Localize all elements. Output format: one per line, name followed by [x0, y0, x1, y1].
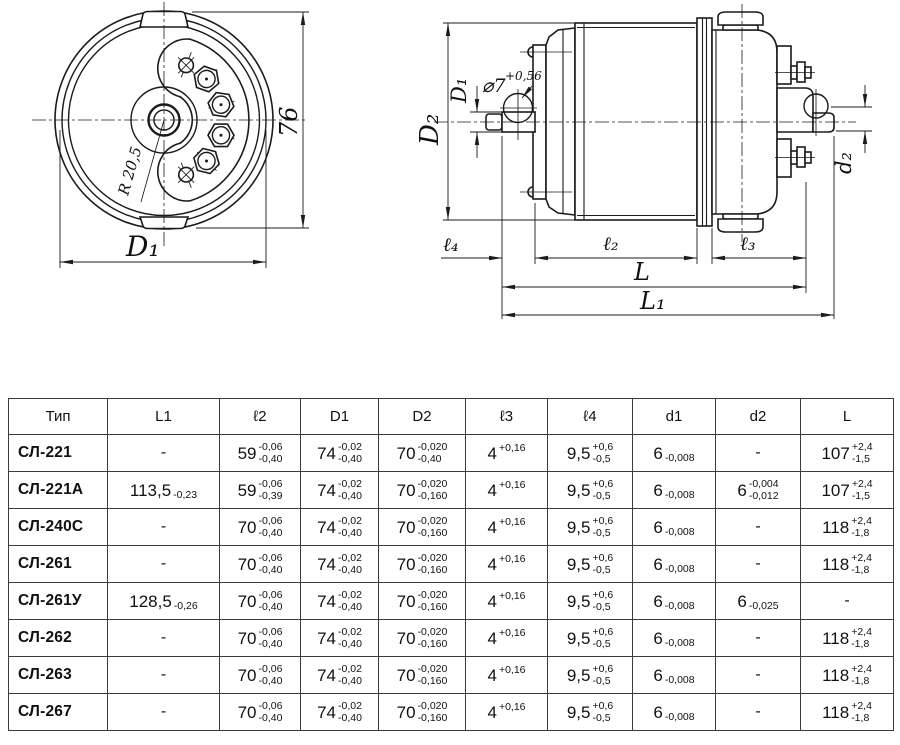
dim-d2-shaft — [831, 85, 872, 174]
table-row — [9, 546, 894, 583]
side-top-tab — [718, 12, 763, 25]
hex-nut — [208, 124, 234, 147]
table-cell: 70 -0,020 -0,160 — [379, 583, 466, 620]
table-cell: - — [108, 509, 220, 546]
table-cell: 70 -0,020 -0,160 — [379, 546, 466, 583]
side-view — [415, 4, 872, 319]
table-cell: 70 -0,06 -0,40 — [220, 546, 301, 583]
table-row — [9, 620, 894, 657]
row-type-label: СЛ-267 — [9, 694, 108, 731]
table-cell: 70 -0,020 -0,160 — [379, 472, 466, 509]
table-cell: 70 -0,06 -0,40 — [220, 620, 301, 657]
table-cell: 9,5 +0,6 -0,5 — [548, 509, 633, 546]
table-cell: - — [108, 435, 220, 472]
row-type-label: СЛ-261У — [9, 583, 108, 620]
table-cell: - — [716, 694, 801, 731]
table-row — [9, 583, 894, 620]
table-cell: 118 +2,4 -1,8 — [801, 694, 894, 731]
table-header-row — [9, 399, 894, 435]
table-cell: 70 -0,020 -0,160 — [379, 509, 466, 546]
table-cell: 70 -0,06 -0,40 — [220, 657, 301, 694]
table-cell: 4 +0,16 — [466, 472, 548, 509]
table-cell: 70 -0,06 -0,40 — [220, 583, 301, 620]
dim-L-label: L — [634, 258, 650, 286]
table-cell: 6 -0,008 — [633, 583, 716, 620]
table-cell: 74 -0,02 -0,40 — [301, 694, 379, 731]
table-cell: - — [716, 657, 801, 694]
col-header-5: ℓ3 — [466, 399, 548, 435]
dim-L1-label: L₁ — [640, 287, 666, 315]
terminal-top — [775, 46, 815, 84]
table-cell: 4 +0,16 — [466, 657, 548, 694]
row-type-label: СЛ-221А — [9, 472, 108, 509]
table-cell: - — [108, 546, 220, 583]
table-cell: 118 +2,4 -1,8 — [801, 657, 894, 694]
table-cell: 4 +0,16 — [466, 694, 548, 731]
table-cell: 6 -0,008 — [633, 657, 716, 694]
table-cell: 9,5 +0,6 -0,5 — [548, 472, 633, 509]
hole-dia-label: ⌀7 — [482, 75, 506, 97]
screw-top — [178, 57, 194, 73]
table-cell: 59 -0,06 -0,40 — [220, 435, 301, 472]
table-cell: 6 -0,008 — [633, 694, 716, 731]
table-cell: 70 -0,020 -0,160 — [379, 657, 466, 694]
table-cell: 74 -0,02 -0,40 — [301, 620, 379, 657]
col-header-7: d1 — [633, 399, 716, 435]
table-cell: 6 -0,008 — [633, 472, 716, 509]
table-cell: 9,5 +0,6 -0,5 — [548, 583, 633, 620]
row-type-label: СЛ-240С — [9, 509, 108, 546]
col-header-4: D2 — [379, 399, 466, 435]
front-housing — [546, 28, 575, 215]
table-cell: 74 -0,02 -0,40 — [301, 435, 379, 472]
hole-dia-tolerance: +0,56 — [505, 69, 542, 83]
table-cell: 70 -0,020 -0,40 — [379, 435, 466, 472]
row-type-label: СЛ-261 — [9, 546, 108, 583]
terminal-bottom — [775, 139, 815, 177]
table-cell: 118 +2,4 -1,8 — [801, 620, 894, 657]
table-row — [9, 472, 894, 509]
table-cell: - — [716, 435, 801, 472]
motor-body — [575, 23, 697, 220]
table-cell: 4 +0,16 — [466, 509, 548, 546]
table-row — [9, 657, 894, 694]
row-type-label: СЛ-262 — [9, 620, 108, 657]
dim-d1-side-label: D₁ — [447, 77, 471, 103]
table-cell: 4 +0,16 — [466, 620, 548, 657]
table-cell: 74 -0,02 -0,40 — [301, 583, 379, 620]
table-cell: 6 -0,008 — [633, 620, 716, 657]
table-cell: 4 +0,16 — [466, 435, 548, 472]
radius-label: R 20,5 — [114, 144, 146, 198]
screw-bottom — [178, 167, 194, 183]
table-cell: 74 -0,02 -0,40 — [301, 509, 379, 546]
table-cell: 74 -0,02 -0,40 — [301, 657, 379, 694]
col-header-8: d2 — [716, 399, 801, 435]
table-cell: 4 +0,16 — [466, 583, 548, 620]
dim-l4-label: ℓ₄ — [443, 234, 459, 256]
table-cell: 9,5 +0,6 -0,5 — [548, 694, 633, 731]
table-cell: 118 +2,4 -1,8 — [801, 509, 894, 546]
col-header-2: ℓ2 — [220, 399, 301, 435]
table-cell: 107 +2,4 -1,5 — [801, 472, 894, 509]
table-cell: - — [716, 546, 801, 583]
row-type-label: СЛ-221 — [9, 435, 108, 472]
dim-d2-label: D₂ — [415, 113, 445, 145]
table-cell: 128,5 -0,26 — [108, 583, 220, 620]
table-cell: 9,5 +0,6 -0,5 — [548, 435, 633, 472]
dim-76-label: 76 — [275, 106, 303, 137]
table-cell: 59 -0,06 -0,39 — [220, 472, 301, 509]
col-header-9: L — [801, 399, 894, 435]
row-type-label: СЛ-263 — [9, 657, 108, 694]
table-cell: 6 -0,008 — [633, 435, 716, 472]
table-cell: 70 -0,020 -0,160 — [379, 620, 466, 657]
table-cell: 9,5 +0,6 -0,5 — [548, 657, 633, 694]
table-cell: 118 +2,4 -1,8 — [801, 546, 894, 583]
table-cell: 70 -0,06 -0,40 — [220, 509, 301, 546]
dim-l2-label: ℓ₂ — [603, 233, 619, 255]
col-header-6: ℓ4 — [548, 399, 633, 435]
col-header-0: Тип — [9, 399, 108, 435]
table-cell: 74 -0,02 -0,40 — [301, 546, 379, 583]
col-header-1: L1 — [108, 399, 220, 435]
table-cell: 9,5 +0,6 -0,5 — [548, 546, 633, 583]
table-cell: 107 +2,4 -1,5 — [801, 435, 894, 472]
table-row — [9, 509, 894, 546]
table-cell: 70 -0,020 -0,160 — [379, 694, 466, 731]
table-cell: 4 +0,16 — [466, 546, 548, 583]
table-cell: - — [801, 583, 894, 620]
table-cell: 74 -0,02 -0,40 — [301, 472, 379, 509]
table-cell: 6 -0,008 — [633, 546, 716, 583]
side-bottom-tab — [718, 219, 763, 232]
dim-d1-front-label: D₁ — [126, 230, 160, 263]
table-cell: - — [716, 509, 801, 546]
table-cell: 113,5 -0,23 — [108, 472, 220, 509]
spec-table — [8, 398, 894, 731]
table-cell: - — [108, 657, 220, 694]
dim-d2-shaft-label: d₂ — [832, 152, 856, 174]
col-header-3: D1 — [301, 399, 379, 435]
dim-l3-label: ℓ₃ — [740, 233, 756, 255]
table-cell: - — [108, 694, 220, 731]
table-cell: 6 -0,025 — [716, 583, 801, 620]
table-cell: - — [716, 620, 801, 657]
table-row — [9, 435, 894, 472]
table-cell: 6 -0,004 -0,012 — [716, 472, 801, 509]
table-cell: 6 -0,008 — [633, 509, 716, 546]
rear-boss — [777, 88, 813, 132]
table-cell: - — [108, 620, 220, 657]
front-view — [32, 2, 309, 268]
table-cell: 9,5 +0,6 -0,5 — [548, 620, 633, 657]
table-row — [9, 694, 894, 731]
table-cell: 70 -0,06 -0,40 — [220, 694, 301, 731]
